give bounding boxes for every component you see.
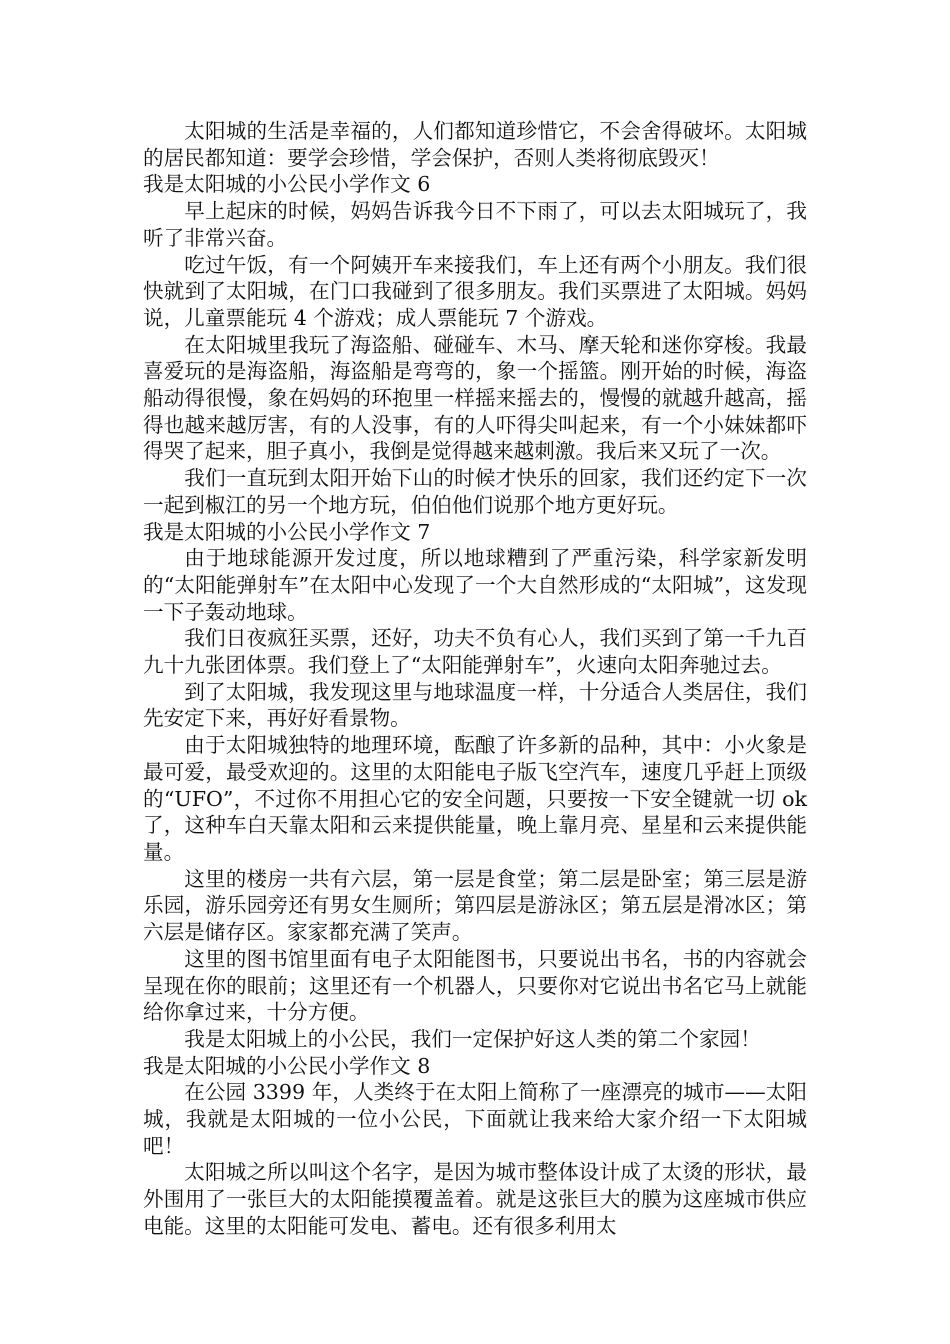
paragraph: 太阳城之所以叫这个名字，是因为城市整体设计成了太烫的形状，最外围用了一张巨大的太阳能摸覆盖着。就是这张巨大的膜为这座城市供应电能。这里的太阳能可发电、蓄电。还有很多利用太 <box>143 1160 807 1238</box>
paragraph: 早上起床的时候，妈妈告诉我今日不下雨了，可以去太阳城玩了，我听了非常兴奋。 <box>143 199 807 250</box>
paragraph: 由于地球能源开发过度，所以地球糟到了严重污染，科学家新发明的“太阳能弹射车”在太阳中心发现了一个大自然形成的“太阳城”，这发现一下子轰动地球。 <box>143 546 807 624</box>
paragraph: 我们一直玩到太阳开始下山的时候才快乐的回家，我们还约定下一次一起到椒江的另一个地方玩，伯伯他们说那个地方更好玩。 <box>143 466 807 517</box>
paragraph: 这里的图书馆里面有电子太阳能图书，只要说出书名，书的内容就会呈现在你的眼前；这里还有一个机器人，只要你对它说出书名它马上就能给你拿过来，十分方便。 <box>143 946 807 1025</box>
paragraph: 我是太阳城上的小公民，我们一定保护好这人类的第二个家园！ <box>184 1026 761 1051</box>
paragraph: 太阳城的生活是幸福的，人们都知道珍惜它，不会舍得破坏。太阳城的居民都知道：要学会珍惜，学会保护，否则人类将彻底毁灭！ <box>143 119 807 170</box>
paragraph: 吃过午饭，有一个阿姨开车来接我们，车上还有两个小朋友。我们很快就到了太阳城，在门口我碰到了很多朋友。我们买票进了太阳城。妈妈说，儿童票能玩 4 个游戏；成人票能玩 7 个游戏。 <box>143 252 807 330</box>
essay-heading-8: 我是太阳城的小公民小学作文 8 <box>143 1053 431 1078</box>
paragraph: 由于太阳城独特的地理环境，酝酿了许多新的品种，其中：小火象是最可爱，最受欢迎的。这里的太阳能电子版飞空汽车，速度几乎赶上顶级的“UFO”，不过你不用担心它的安全问题，只要按一下安全键就一切 ok 了，这种车白天靠太阳和云来提供能量，晚上靠月亮、星星和云来提供能量。 <box>143 733 807 864</box>
paragraph: 在公园 3399 年，人类终于在太阳上简称了一座漂亮的城市——太阳城，我就是太阳城的一位小公民，下面就让我来给大家介绍一下太阳城吧！ <box>143 1080 807 1158</box>
paragraph: 我们日夜疯狂买票，还好，功夫不负有心人，我们买到了第一千九百九十九张团体票。我们登上了“太阳能弹射车”，火速向太阳奔驰过去。 <box>143 626 807 678</box>
essay-heading-7: 我是太阳城的小公民小学作文 7 <box>143 519 431 544</box>
document-body <box>143 118 807 1240</box>
paragraph: 在太阳城里我玩了海盗船、碰碰车、木马、摩天轮和迷你穿梭。我最喜爱玩的是海盗船，海盗船是弯弯的，象一个摇篮。刚开始的时候，海盗船动得很慢，象在妈妈的环抱里一样摇来摇去的，慢慢的就越升越高，摇得也越来越厉害，有的人没事，有的人吓得尖叫起来，有一个小妹妹都吓得哭了起来，胆子真小，我倒是觉得越来越刺激。我后来又玩了一次。 <box>143 332 807 464</box>
paragraph: 到了太阳城，我发现这里与地球温度一样，十分适合人类居住，我们先安定下来，再好好看景物。 <box>143 679 807 731</box>
paragraph: 这里的楼房一共有六层，第一层是食堂；第二层是卧室；第三层是游乐园，游乐园旁还有男女生厕所；第四层是游泳区；第五层是滑冰区；第六层是储存区。家家都充满了笑声。 <box>143 866 807 945</box>
essay-heading-6: 我是太阳城的小公民小学作文 6 <box>143 172 431 197</box>
